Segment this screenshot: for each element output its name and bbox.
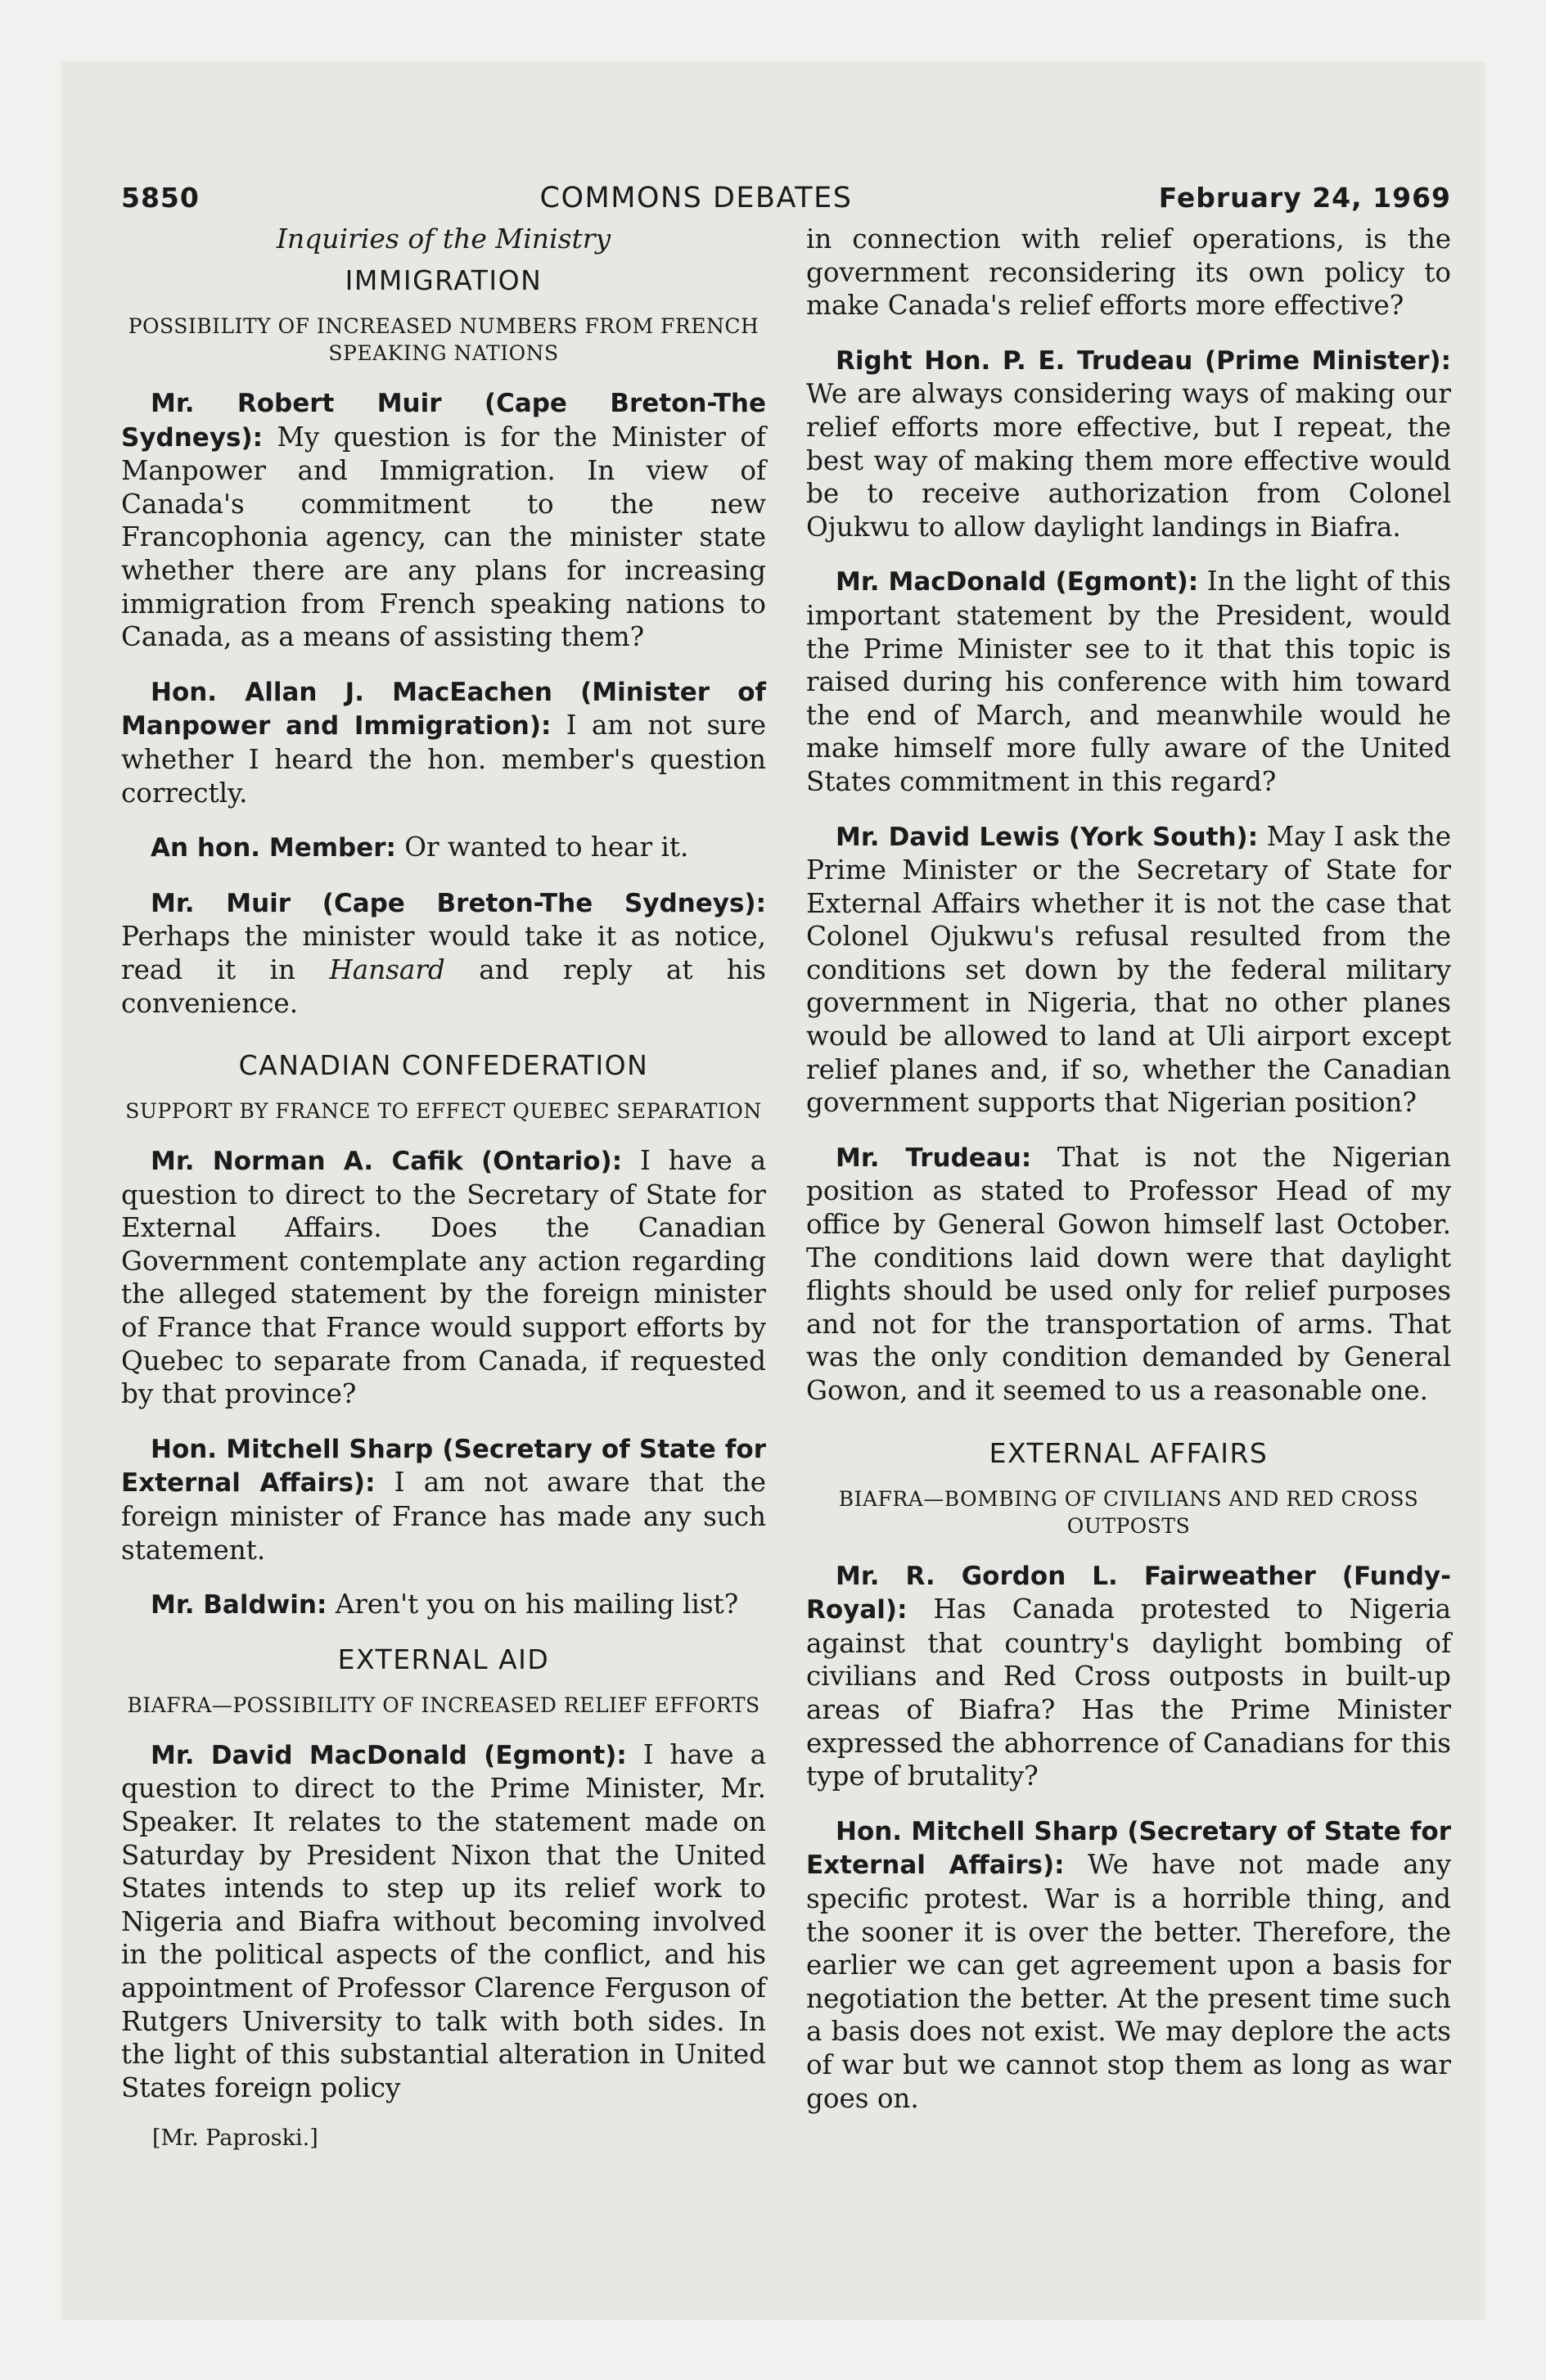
paragraph	[121, 1738, 766, 2105]
topic-biafra-relief-efforts: BIAFRA—POSSIBILITY OF INCREASED RELIEF EFFORTS	[127, 1693, 760, 1717]
paragraph-text: May I ask the Prime Minister or the Secretary of State for External Affairs whether it is not the case that Colonel Ojukwu's refusal resulted from the conditions set down by the federal military government in Nigeria, that no other planes would be allowed to land at Uli airport except relief planes and, if so, whether the Canadian government supports that Nigerian position?	[806, 820, 1452, 1119]
speaker-name: Mr. Baldwin:	[151, 1590, 327, 1620]
paragraph-text: We have not made any specific protest. War is a horrible thing, and the sooner it is over the better. Therefore, the earlier we can get agreement upon a basis for negotiation the better. At the present time such a basis does not exist. We may deplore the acts of war but we cannot stop them as long as war goes on.	[806, 1849, 1452, 2114]
running-header	[121, 182, 1451, 214]
paragraph	[806, 223, 1451, 322]
paragraph	[121, 675, 766, 809]
two-column-body	[121, 223, 1451, 2151]
paragraph-text: In the light of this important statement by the President, would the Prime Minister see to it that this topic is raised during his conference with him toward the end of March, and meanwhile would he make himself more fully aware of the United States commitment in this regard?	[806, 566, 1451, 797]
paragraph	[806, 1141, 1451, 1408]
speaker-name: Hon. Mitchell Sharp (Secretary of State for External Affairs):	[121, 1434, 766, 1499]
paragraph-text: and reply at his convenience.	[121, 953, 766, 1019]
issue-date: February 24, 1969	[1158, 182, 1451, 214]
paragraph	[806, 344, 1451, 544]
speaker-name: Mr. Norman A. Cafik (Ontario):	[151, 1147, 623, 1177]
right-column	[806, 223, 1451, 2151]
paragraph-text: Aren't you on his mailing list?	[327, 1589, 739, 1620]
document-page	[121, 182, 1451, 2151]
paragraph	[121, 1588, 766, 1622]
speaker-name: Mr. David Lewis (York South):	[836, 822, 1259, 852]
paragraph	[121, 1144, 766, 1411]
paragraph	[806, 820, 1451, 1120]
speaker-name: Mr. Trudeau:	[836, 1143, 1032, 1173]
paragraph	[806, 1559, 1451, 1793]
speaker-name: Mr. Muir (Cape Breton-The Sydneys):	[151, 888, 766, 918]
paragraph-text: I have a question to direct to the Prime Minister, Mr. Speaker. It relates to the statement made on Saturday by President Nixon that the United States intends to step up its relief work to Nigeria and Biafra without becoming involved in the political aspects of the conflict, and his appointment of Professor Clarence Ferguson of Rutgers University to talk with both sides. In the light of this substantial alteration in United States foreign policy	[121, 1738, 766, 2103]
heading-external-affairs: EXTERNAL AFFAIRS	[989, 1436, 1269, 1469]
speaker-name: Right Hon. P. E. Trudeau (Prime Minister):	[836, 345, 1451, 376]
speaker-footnote: [Mr. Paproski.]	[152, 2125, 318, 2152]
heading-canadian-confederation: CANADIAN CONFEDERATION	[238, 1049, 649, 1082]
paragraph-text: Perhaps the minister would take it as notice, read it in	[121, 921, 766, 985]
speaker-name: Mr. MacDonald (Egmont):	[836, 567, 1199, 597]
speaker-name: Hon. Mitchell Sharp (Secretary of State for External Affairs):	[806, 1816, 1451, 1881]
paragraph-text: That is not the Nigerian position as stated to Professor Head of my office by General Gowon himself last October. The conditions laid down were that daylight flights should be used only for relief purposes and not for the transportation of arms. That was the only condition demanded by General Gowon, and it seemed to us a reasonable one.	[806, 1141, 1452, 1406]
paragraph-text: Or wanted to hear it.	[395, 832, 689, 863]
paragraph-text: in connection with relief operations, is the government reconsidering its own policy to make Canada's relief efforts more effective?	[806, 223, 1451, 322]
speaker-name: Mr. Robert Muir (Cape Breton-The Sydneys):	[121, 389, 766, 453]
topic-biafra-bombing: BIAFRA—BOMBING OF CIVILIANS AND RED CROSS OUTPOSTS	[838, 1486, 1419, 1538]
paragraph-text: My question is for the Minister of Manpower and Immigration. In view of Canada's commitment to the new Francophonia agency, can the minister state whether there are any plans for increasing immigration from French speaking nations to Canada, as a means of assisting them?	[121, 421, 766, 653]
speaker-name: An hon. Member:	[151, 833, 396, 863]
left-column	[121, 223, 766, 2151]
topic-french-speaking-nations: POSSIBILITY OF INCREASED NUMBERS FROM FRENCH SPEAKING NATIONS	[128, 314, 759, 365]
paragraph	[806, 1814, 1451, 2115]
paragraph-text: I have a question to direct to the Secretary of State for External Affairs. Does the Canadian Government contemplate any action regarding the alleged statement by the foreign minister of France that France would support efforts by Quebec to separate from Canada, if requested by that province?	[121, 1145, 766, 1410]
paragraph-text: I am not sure whether I heard the hon. member's question correctly.	[121, 710, 766, 809]
heading-immigration: IMMIGRATION	[345, 264, 543, 296]
speaker-name: Mr. R. Gordon L. Fairweather (Fundy-Royal):	[806, 1561, 1451, 1625]
paragraph	[121, 886, 766, 1020]
topic-quebec-separation: SUPPORT BY FRANCE TO EFFECT QUEBEC SEPARATION	[125, 1099, 762, 1124]
paragraph	[121, 386, 766, 654]
paragraph	[121, 1432, 766, 1566]
speaker-name: Hon. Allan J. MacEachen (Minister of Manpower and Immigration):	[121, 677, 766, 741]
italic-text: Hansard	[329, 953, 445, 985]
section-subheading: Inquiries of the Ministry	[276, 223, 611, 255]
journal-title: COMMONS DEBATES	[539, 182, 853, 214]
paragraph-text: I am not aware that the foreign minister of France has made any such statement.	[121, 1467, 766, 1566]
speaker-name: Mr. David MacDonald (Egmont):	[151, 1740, 627, 1770]
page-number: 5850	[121, 182, 200, 214]
paragraph	[121, 831, 766, 865]
paragraph-text: Has Canada protested to Nigeria against that country's daylight bombing of civilians and Red Cross outposts in built-up areas of Biafra? Has the Prime Minister expressed the abhorrence of Canadians for this type of brutality?	[806, 1593, 1451, 1792]
heading-external-aid: EXTERNAL AID	[337, 1643, 550, 1675]
paragraph	[806, 565, 1451, 798]
paragraph-text: We are always considering ways of making our relief efforts more effective, but I repeat, the best way of making them more effective would be to receive authorization from Colonel Ojukwu to allow daylight landings in Biafra.	[806, 378, 1451, 543]
